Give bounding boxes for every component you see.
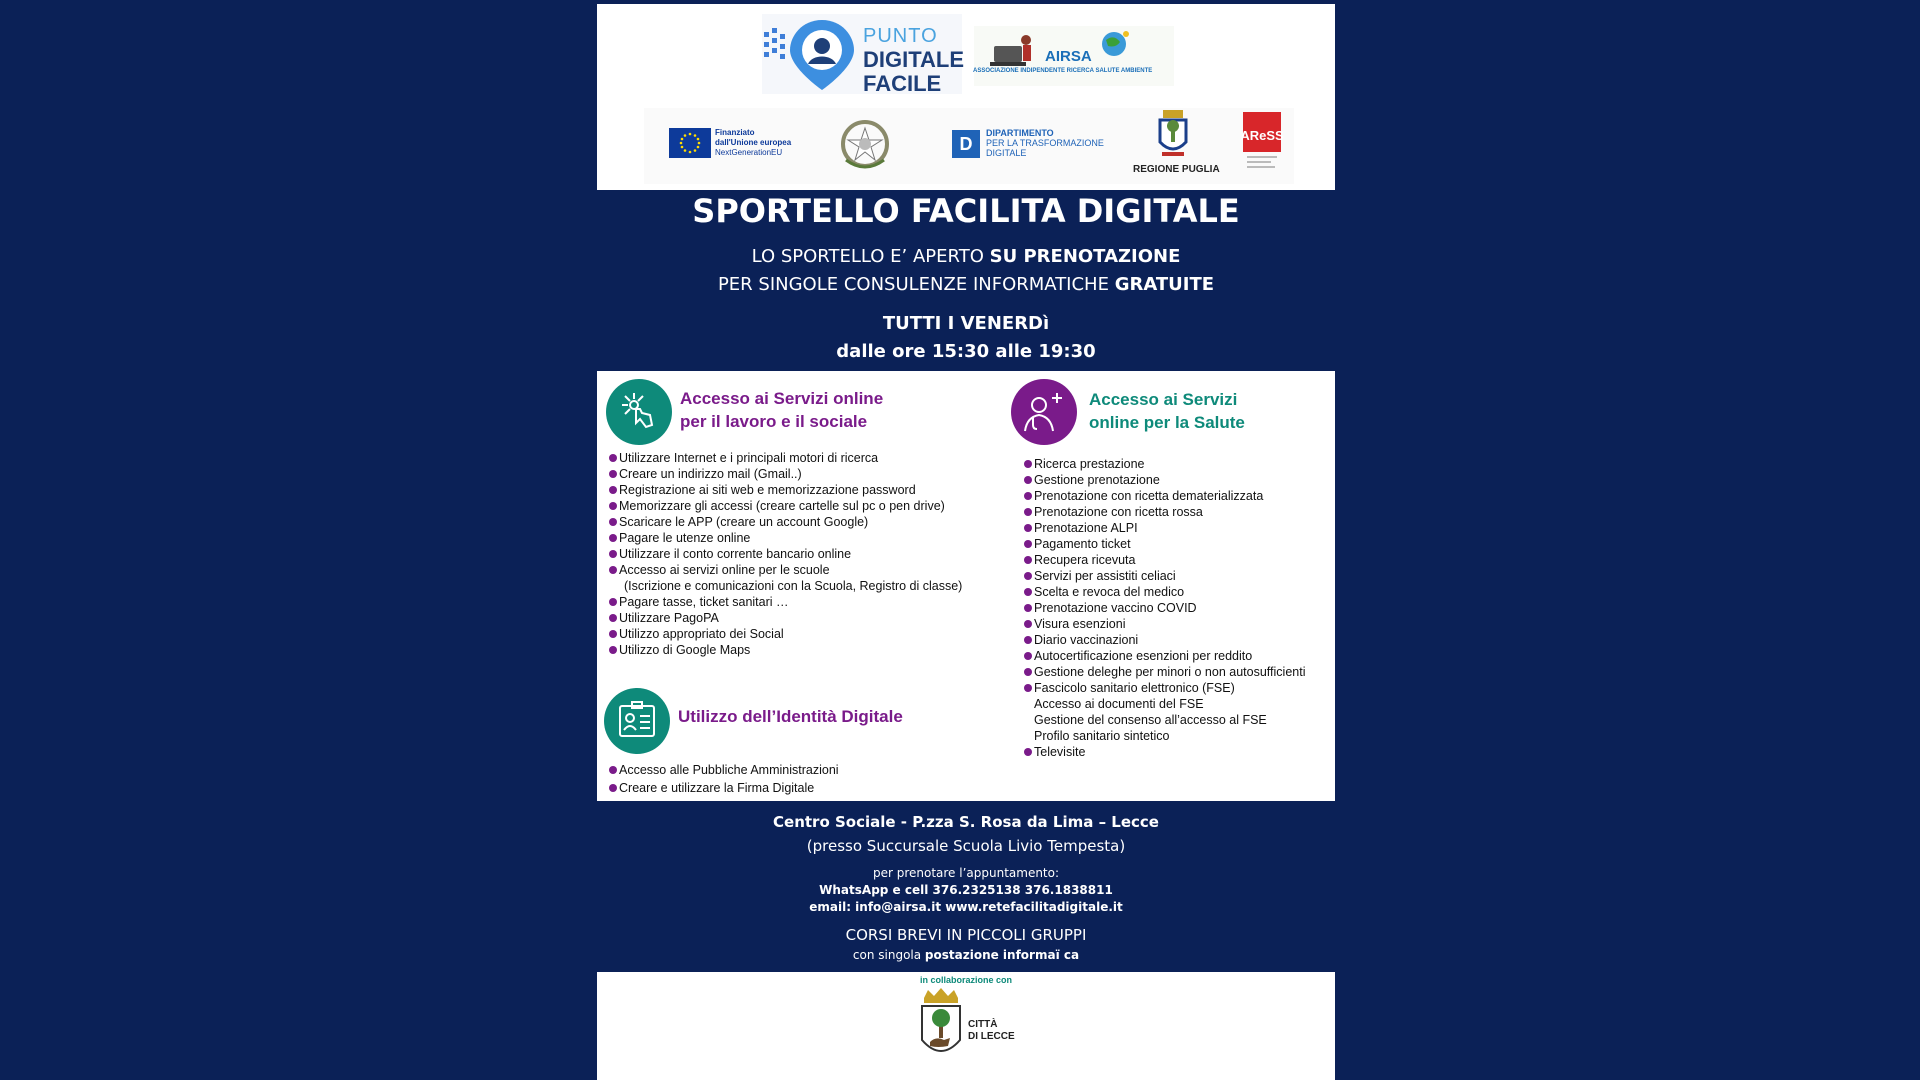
list-item: Memorizzare gli accessi (creare cartelle sul pc o pen drive) bbox=[609, 498, 1009, 514]
health-title-1: Accesso ai Servizi bbox=[1089, 390, 1238, 409]
days-label: TUTTI I VENERDì bbox=[882, 313, 1050, 334]
list-item: Fascicolo sanitario elettronico (FSE) bbox=[1024, 680, 1334, 696]
list-item: Utilizzare Internet e i principali motori di ricerca bbox=[609, 450, 1009, 466]
list-item: Accesso ai documenti del FSE bbox=[1034, 697, 1204, 711]
list-item: Utilizzare PagoPA bbox=[609, 610, 1009, 626]
list-item: (Iscrizione e comunicazioni con la Scuola, Registro di classe) bbox=[624, 579, 963, 593]
opening-line-a: LO SPORTELLO E’ APERTO bbox=[751, 246, 990, 267]
city-line-1: CITTÀ bbox=[968, 1019, 998, 1030]
list-item: Scelta e revoca del medico bbox=[1024, 584, 1334, 600]
list-item: Recupera ricevuta bbox=[1024, 552, 1334, 568]
pdf-line3: FACILE bbox=[863, 71, 942, 96]
eu-text-1: Finanziato bbox=[715, 128, 755, 137]
workstation-b: postazione informaї ca bbox=[924, 948, 1080, 962]
services-panel bbox=[597, 371, 1335, 801]
eu-text-3: NextGenerationEU bbox=[715, 148, 783, 157]
airsa-name: AIRSA bbox=[1045, 48, 1092, 65]
phone-numbers: WhatsApp e cell 376.2325138 376.1838811 bbox=[819, 883, 1113, 897]
health-services-title bbox=[1089, 388, 1245, 434]
address-sub: (presso Succursale Scuola Livio Tempesta) bbox=[806, 837, 1126, 855]
touch-network-icon bbox=[606, 379, 672, 445]
airsa-subtitle: ASSOCIAZIONE INDIPENDENTE RICERCA SALUTE AMBIENTE bbox=[973, 68, 1153, 74]
id-card-icon bbox=[604, 688, 670, 754]
regione-puglia-emblem bbox=[1158, 110, 1188, 160]
italian-republic-emblem bbox=[840, 116, 890, 176]
dtd-text bbox=[986, 128, 1104, 158]
eu-funding-text bbox=[715, 128, 791, 158]
pdf-wordmark bbox=[863, 24, 964, 96]
opening-line-b: SU PRENOTAZIONE bbox=[989, 246, 1181, 267]
list-item: Creare un indirizzo mail (Gmail..) bbox=[609, 466, 1009, 482]
health-title-2: online per la Salute bbox=[1089, 413, 1245, 432]
list-item: Gestione prenotazione bbox=[1024, 472, 1334, 488]
svg-text:AReSS: AReSS bbox=[1240, 128, 1284, 143]
list-item: Accesso alle Pubbliche Amministrazioni bbox=[609, 762, 1009, 778]
list-item: Prenotazione con ricetta rossa bbox=[1024, 504, 1334, 520]
logo-band bbox=[597, 4, 1335, 190]
eu-flag-icon bbox=[669, 128, 711, 158]
hours-label: dalle ore 15:30 alle 19:30 bbox=[836, 341, 1096, 362]
dtd-text-1: DIPARTIMENTO bbox=[986, 128, 1054, 138]
regione-puglia-label: REGIONE PUGLIA bbox=[1133, 164, 1220, 175]
aress-logo bbox=[1240, 112, 1284, 174]
dtd-text-3: DIGITALE bbox=[986, 148, 1027, 158]
list-item: Utilizzo di Google Maps bbox=[609, 642, 1009, 658]
list-item: Autocertificazione esenzioni per reddito bbox=[1024, 648, 1334, 664]
consulting-line-a: PER SINGOLE CONSULENZE INFORMATICHE bbox=[717, 274, 1115, 295]
list-item: Pagare tasse, ticket sanitari … bbox=[609, 594, 1009, 610]
dtd-logo-icon: D bbox=[952, 130, 980, 158]
work-services-list bbox=[609, 450, 1009, 658]
workstation-label bbox=[597, 948, 1335, 962]
list-item: Gestione del consenso all’accesso al FSE bbox=[1034, 713, 1267, 727]
city-line-2: DI LECCE bbox=[968, 1031, 1015, 1042]
pdf-line1: PUNTO bbox=[863, 25, 938, 47]
eu-text-2: dall'Unione europea bbox=[715, 138, 792, 147]
identity-title: Utilizzo dell’Identità Digitale bbox=[678, 707, 903, 726]
list-item: Prenotazione vaccino COVID bbox=[1024, 600, 1334, 616]
courses-label: CORSI BREVI IN PICCOLI GRUPPI bbox=[845, 926, 1087, 944]
dtd-text-2: PER LA TRASFORMAZIONE bbox=[986, 138, 1104, 148]
list-item: Pagamento ticket bbox=[1024, 536, 1334, 552]
health-services-list bbox=[1024, 456, 1334, 760]
booking-label: per prenotare l’appuntamento: bbox=[872, 866, 1060, 880]
list-item: Prenotazione con ricetta dematerializzata bbox=[1024, 488, 1334, 504]
collaboration-label: in collaborazione con bbox=[919, 975, 1012, 985]
identity-list bbox=[609, 762, 1009, 796]
list-item: Diario vaccinazioni bbox=[1024, 632, 1334, 648]
pdf-line2: DIGITALE bbox=[863, 47, 965, 72]
list-item: Scaricare le APP (creare un account Google) bbox=[609, 514, 1009, 530]
list-item: Prenotazione ALPI bbox=[1024, 520, 1334, 536]
citta-di-lecce-label bbox=[968, 1019, 1015, 1043]
workstation-a: con singola bbox=[852, 948, 925, 962]
list-item: Utilizzare il conto corrente bancario online bbox=[609, 546, 1009, 562]
work-services-title bbox=[680, 387, 883, 433]
list-item: Pagare le utenze online bbox=[609, 530, 1009, 546]
flyer bbox=[597, 0, 1335, 1080]
doctor-icon bbox=[1011, 379, 1077, 445]
consulting-line bbox=[597, 274, 1335, 295]
work-title-2: per il lavoro e il sociale bbox=[680, 412, 868, 431]
list-item: Accesso ai servizi online per le scuole bbox=[609, 562, 1009, 578]
citta-di-lecce-crest bbox=[918, 988, 964, 1064]
list-item: Servizi per assistiti celiaci bbox=[1024, 568, 1334, 584]
page-title: SPORTELLO FACILITA DIGITALE bbox=[692, 192, 1240, 230]
collaboration-band bbox=[597, 972, 1335, 1080]
work-title-1: Accesso ai Servizi online bbox=[680, 389, 884, 408]
address: Centro Sociale - P.zza S. Rosa da Lima – Lecce bbox=[773, 813, 1159, 831]
list-item: Registrazione ai siti web e memorizzazione password bbox=[609, 482, 1009, 498]
list-item: Ricerca prestazione bbox=[1024, 456, 1334, 472]
consulting-line-b: GRATUITE bbox=[1114, 274, 1215, 295]
list-item: Televisite bbox=[1024, 744, 1334, 760]
email-website: email: info@airsa.it www.retefacilitadigitale.it bbox=[809, 900, 1123, 914]
list-item: Creare e utilizzare la Firma Digitale bbox=[609, 780, 1009, 796]
list-item: Utilizzo appropriato dei Social bbox=[609, 626, 1009, 642]
list-item: Gestione deleghe per minori o non autosufficienti bbox=[1024, 664, 1334, 680]
opening-line bbox=[597, 246, 1335, 267]
list-item: Visura esenzioni bbox=[1024, 616, 1334, 632]
list-item: Profilo sanitario sintetico bbox=[1034, 729, 1170, 743]
